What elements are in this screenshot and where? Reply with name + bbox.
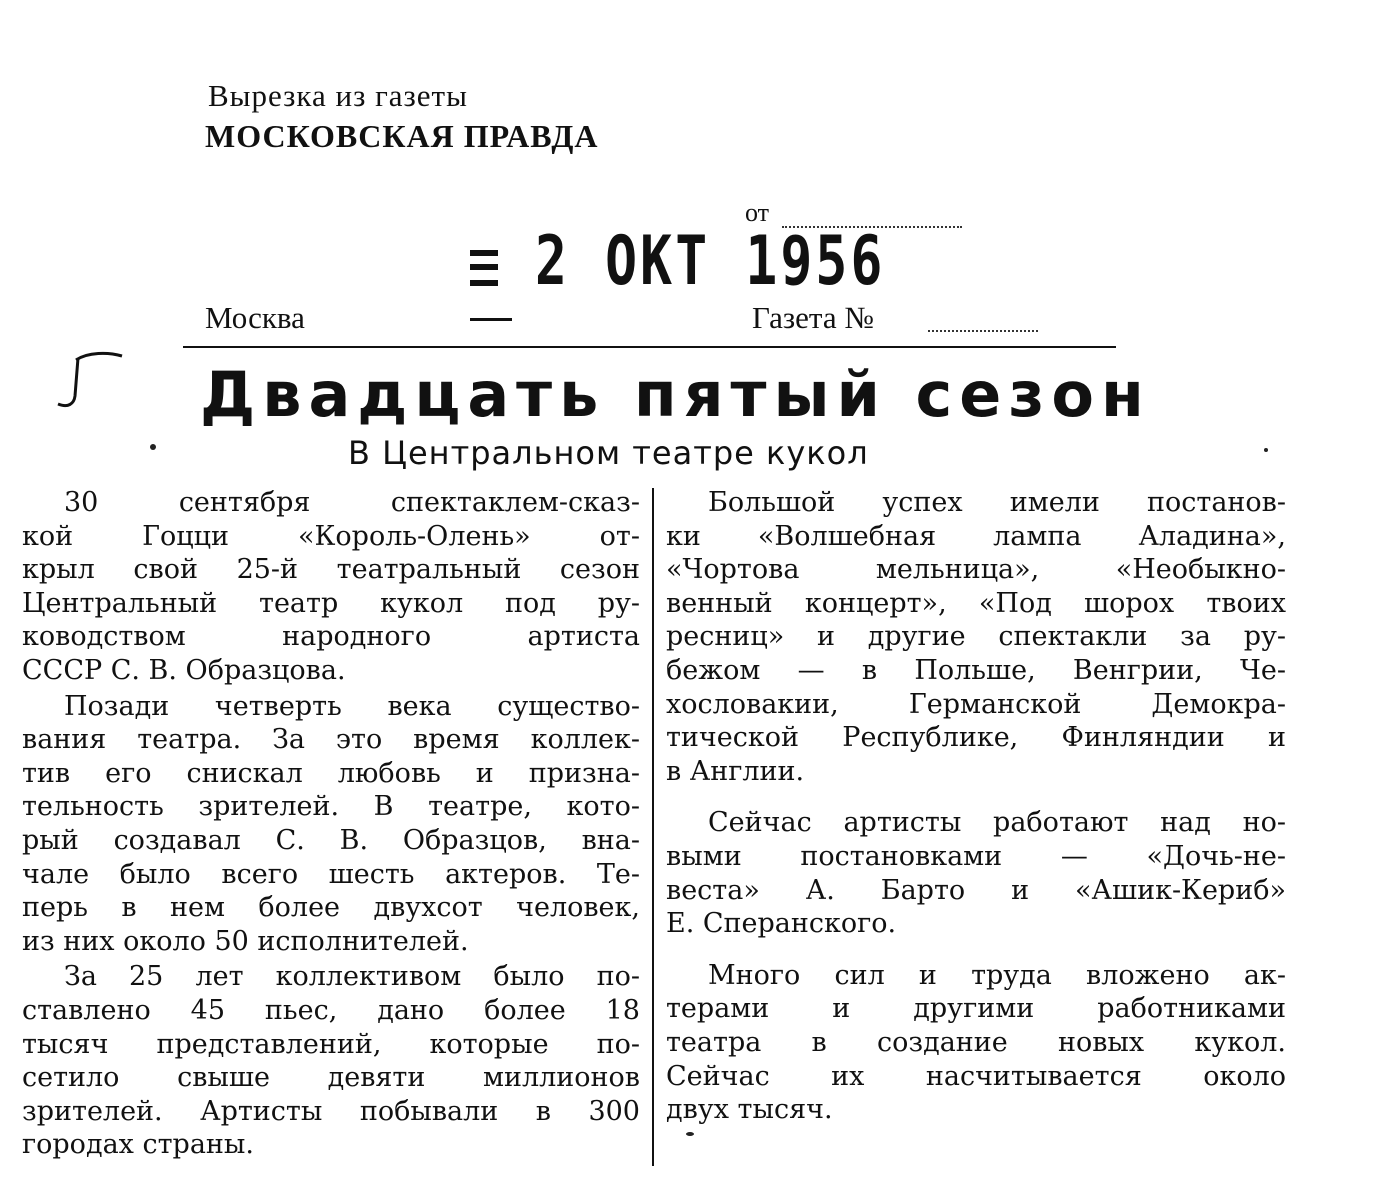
- article-line: терами и другими работниками: [666, 993, 1286, 1025]
- date-stamp: 2 ОКТ 1956: [535, 222, 886, 301]
- article-line: бежом — в Польше, Венгрии, Че-: [666, 654, 1286, 686]
- stamp-dash: [470, 250, 498, 256]
- article-line: Центральный театр кукол под ру-: [22, 587, 640, 619]
- article-paragraph: [666, 959, 1286, 1127]
- print-speck: [1264, 448, 1268, 452]
- article-line: чале было всего шесть актеров. Те-: [22, 858, 640, 890]
- article-paragraph: [22, 690, 640, 959]
- print-speck: [686, 1132, 694, 1136]
- stamp-dash: [470, 264, 498, 270]
- issue-label: Газета №: [752, 300, 874, 335]
- stamp-dash: [470, 280, 498, 286]
- article-headline: Двадцать пятый сезон: [200, 358, 1151, 431]
- article-line: ки «Волшебная лампа Аладина»,: [666, 520, 1286, 552]
- article-line: веста» А. Барто и «Ашик-Кериб»: [666, 874, 1286, 906]
- article-line: Сейчас их насчитывается около: [666, 1060, 1286, 1092]
- article-line: Большой успех имели постанов-: [708, 487, 1286, 518]
- article-line: Много сил и труда вложено ак-: [708, 959, 1286, 991]
- article-line: Е. Сперанского.: [666, 908, 897, 940]
- article-line: кой Гоцци «Король-Олень» от-: [22, 520, 640, 552]
- article-column-left: [22, 486, 640, 1162]
- article-line: хословакии, Германской Демокра-: [666, 688, 1286, 720]
- article-line: перь в нем более двухсот человек,: [22, 892, 640, 924]
- article-line: 30 сентября спектаклем-сказ-: [64, 487, 640, 518]
- article-line: сетило свыше девяти миллионов: [22, 1062, 640, 1094]
- article-line: тельность зрителей. В театре, кото-: [22, 791, 640, 823]
- article-paragraph: [22, 486, 640, 688]
- article-line: тив его снискал любовь и призна-: [22, 757, 640, 789]
- article-column-right: [666, 486, 1286, 1127]
- article-line: городах страны.: [22, 1129, 254, 1161]
- pencil-mark-icon: [48, 348, 128, 418]
- article-line: СССР С. В. Образцова.: [22, 654, 346, 686]
- article-line: в Англии.: [666, 755, 805, 787]
- article-line: выми постановками — «Дочь-не-: [666, 840, 1286, 872]
- article-line: «Чортова мельница», «Необыкно-: [666, 554, 1286, 586]
- header-rule: [183, 346, 1116, 348]
- article-line: тысяч представлений, которые по-: [22, 1028, 640, 1060]
- column-divider: [652, 488, 654, 1166]
- article-paragraph: [666, 486, 1286, 788]
- article-paragraph: [666, 806, 1286, 940]
- article-line: из них около 50 исполнителей.: [22, 925, 469, 957]
- article-line: Сейчас артисты работают над но-: [708, 807, 1286, 839]
- article-line: ставлено 45 пьес, дано более 18: [22, 994, 640, 1026]
- article-line: За 25 лет коллективом было по-: [64, 961, 640, 993]
- article-line: венный концерт», «Под шорох твоих: [666, 587, 1286, 619]
- clipping-source-label: Вырезка из газеты: [208, 78, 468, 113]
- article-line: ресниц» и другие спектакли за ру-: [666, 621, 1286, 653]
- issue-dotted-line: [928, 330, 1038, 332]
- print-speck: [150, 444, 156, 450]
- article-paragraph: [22, 960, 640, 1162]
- place-label: Москва: [205, 300, 305, 335]
- article-subheadline: В Центральном театре кукол: [348, 434, 869, 472]
- article-line: вания театра. За это время коллек-: [22, 724, 640, 756]
- article-line: рый создавал С. В. Образцов, вна-: [22, 824, 640, 856]
- article-line: ководством народного артиста: [22, 621, 640, 653]
- article-line: театра в создание новых кукол.: [666, 1026, 1286, 1058]
- article-line: тической Республике, Финляндии и: [666, 722, 1286, 754]
- article-line: Позади четверть века существо-: [64, 690, 640, 722]
- stamp-dash: [470, 318, 512, 321]
- date-prefix-label: от: [745, 198, 770, 227]
- article-line: зрителей. Артисты побывали в 300: [22, 1095, 640, 1127]
- article-line: крыл свой 25-й театральный сезон: [22, 554, 640, 586]
- article-line: двух тысяч.: [666, 1094, 833, 1126]
- newspaper-name: МОСКОВСКАЯ ПРАВДА: [205, 118, 599, 154]
